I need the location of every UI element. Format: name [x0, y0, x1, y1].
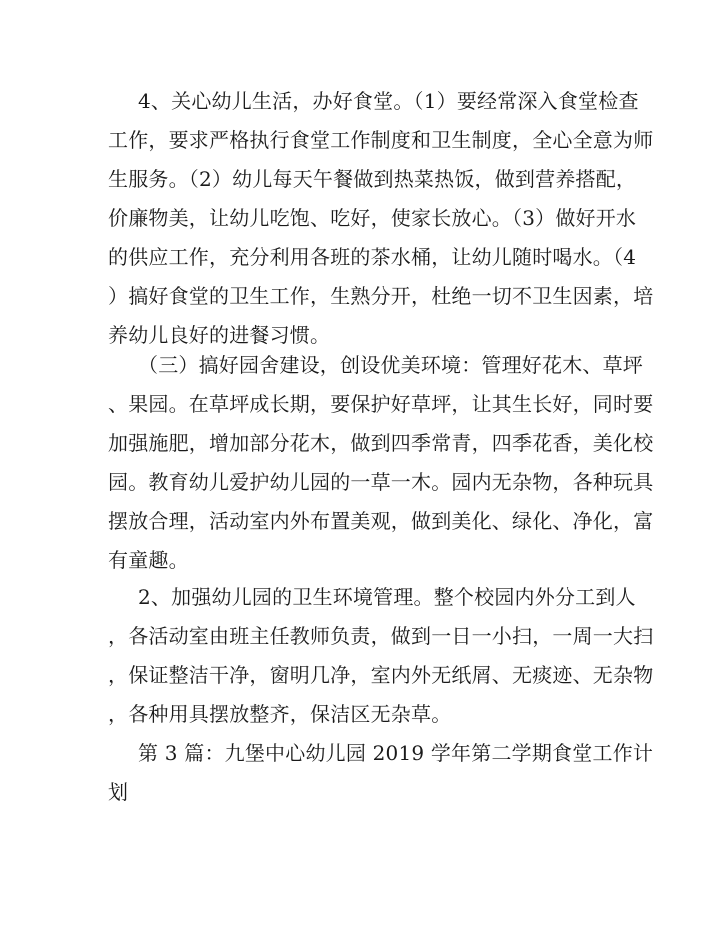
text-line: （三）搞好园舍建设，创设优美环境：管理好花木、草坪 [138, 353, 643, 377]
section-heading [108, 734, 653, 812]
paragraph-campus-environment [108, 346, 653, 580]
heading-line: 划 [108, 780, 129, 804]
text-line: ）搞好食堂的卫生工作，生熟分开，杜绝一切不卫生因素，培 [108, 284, 654, 308]
text-line: 摆放合理，活动室内外布置美观，做到美化、绿化、净化，富 [108, 509, 654, 533]
text-line: 4、关心幼儿生活，办好食堂。（1）要经常深入食堂检查 [138, 89, 639, 113]
text-line: 有童趣。 [108, 548, 189, 572]
text-line: 生服务。（2）幼儿每天午餐做到热菜热饭，做到营养搭配， [108, 167, 637, 191]
text-line: 加强施肥，增加部分花木，做到四季常青，四季花香，美化校 [108, 431, 654, 455]
text-line: 的供应工作，充分利用各班的茶水桶，让幼儿随时喝水。（4 [108, 245, 637, 269]
text-line: 、果园。在草坪成长期，要保护好草坪，让其生长好，同时要 [108, 392, 654, 416]
paragraph-canteen-care [108, 82, 653, 355]
paragraph-hygiene-management [108, 578, 653, 734]
text-line: ，保证整洁干净，窗明几净，室内外无纸屑、无痰迹、无杂物 [108, 663, 654, 687]
text-line: ，各活动室由班主任教师负责，做到一日一小扫，一周一大扫 [108, 624, 654, 648]
heading-line: 第 3 篇：九堡中心幼儿园 2019 学年第二学期食堂工作计 [138, 741, 654, 765]
text-line: 2、加强幼儿园的卫生环境管理。整个校园内外分工到人 [138, 585, 636, 609]
text-line: ，各种用具摆放整齐，保洁区无杂草。 [108, 702, 452, 726]
text-line: 工作，要求严格执行食堂工作制度和卫生制度，全心全意为师 [108, 128, 654, 152]
text-line: 园。教育幼儿爱护幼儿园的一草一木。园内无杂物，各种玩具 [108, 470, 654, 494]
text-line: 养幼儿良好的进餐习惯。 [108, 323, 331, 347]
text-line: 价廉物美，让幼儿吃饱、吃好，使家长放心。（3）做好开水 [108, 206, 637, 230]
